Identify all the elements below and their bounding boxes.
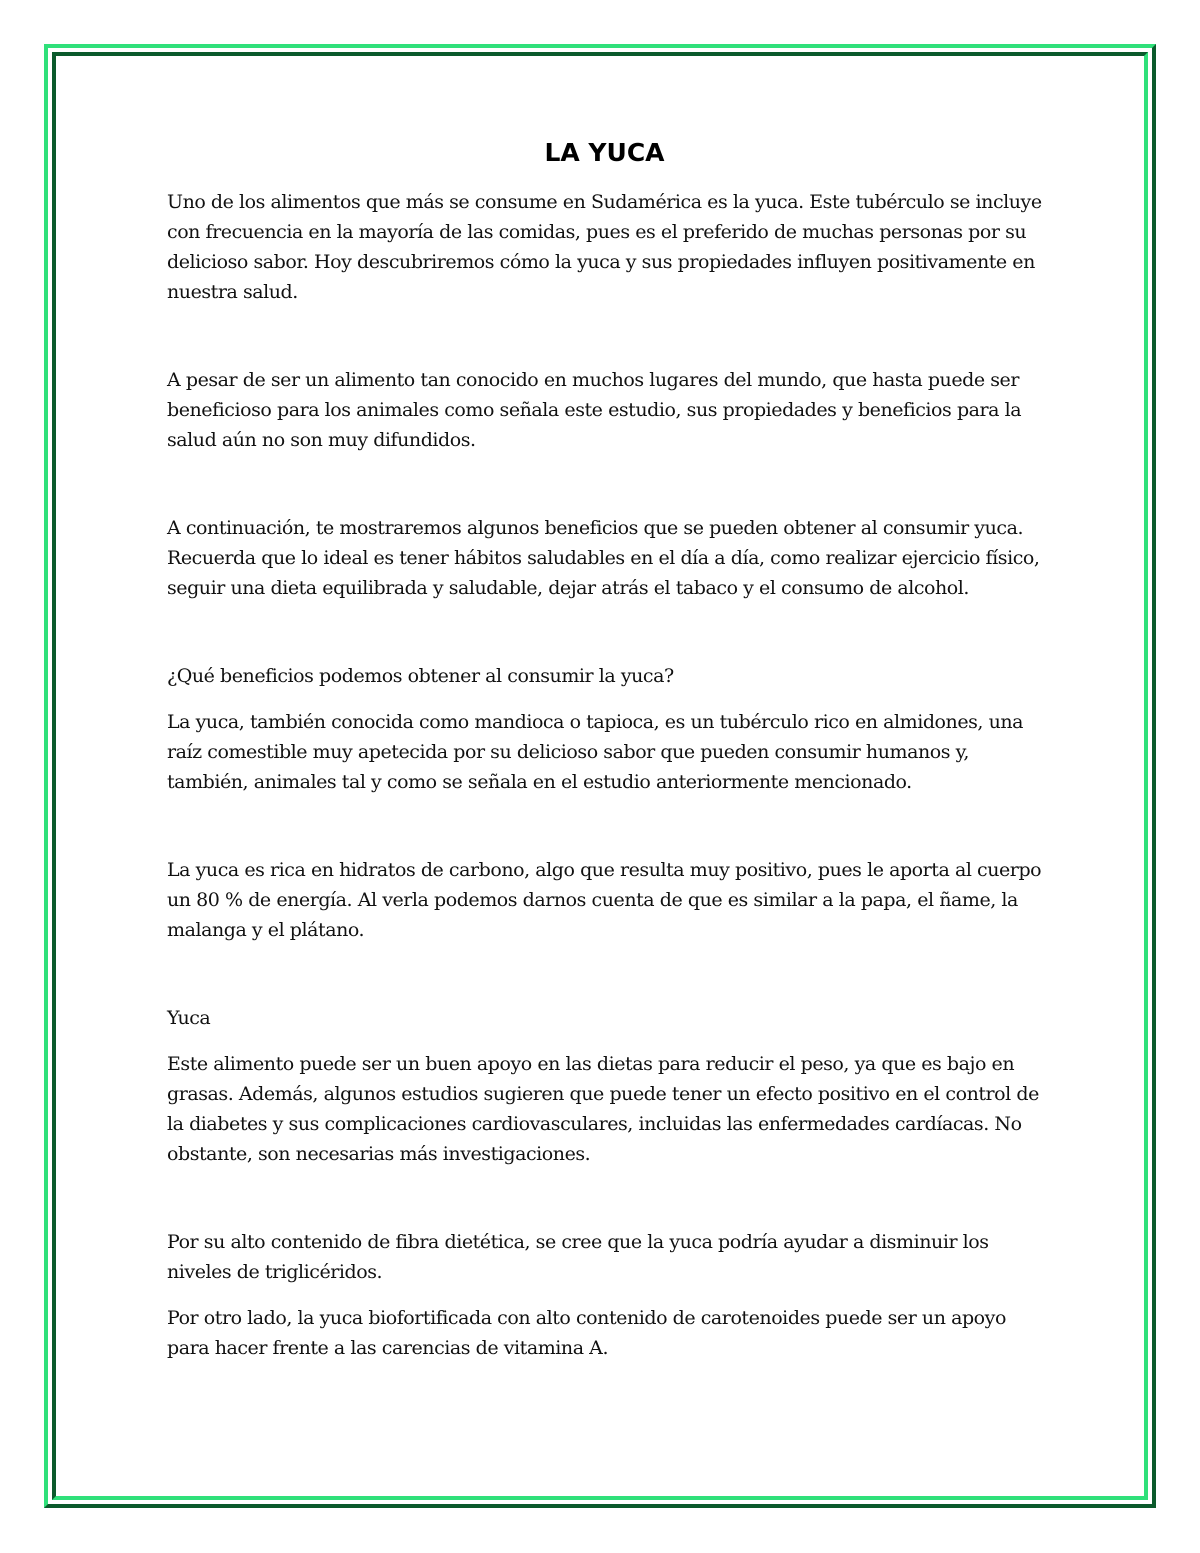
paragraph-continuation: A continuación, te mostraremos algunos beneficios que se pueden obtener al consumir yuca. Recuerda que lo ideal es tener hábitos saludables en el día a día, como realizar ejercicio físico, seguir una dieta equilibrada y saludable, dejar atrás el tabaco y el consumo de alcohol. <box>167 517 1040 599</box>
section-heading-benefits: ¿Qué beneficios podemos obtener al consumir la yuca? <box>167 665 674 687</box>
paragraph-diet: Este alimento puede ser un buen apoyo en las dietas para reducir el peso, ya que es bajo en grasas. Además, algunos estudios sugieren que puede tener un efecto positivo en el control de la diabetes y sus complicaciones cardiovasculares, incluidas las enfermedades cardíacas. No obstante, son necesarias más investigaciones. <box>167 1053 1039 1165</box>
paragraph-description: La yuca, también conocida como mandioca o tapioca, es un tubérculo rico en almidones, una raíz comestible muy apetecida por su delicioso sabor que pueden consumir humanos y, también, animales tal y como se señala en el estudio anteriormente mencionado. <box>167 711 1024 793</box>
paragraph-vitamin-a: Por otro lado, la yuca biofortificada con alto contenido de carotenoides puede ser un apoyo para hacer frente a las carencias de vitamina A. <box>167 1307 1006 1359</box>
document-title: LA YUCA <box>544 138 665 167</box>
paragraph-fiber: Por su alto contenido de fibra dietética, se cree que la yuca podría ayudar a disminuir los niveles de triglicéridos. <box>167 1231 989 1283</box>
paragraph-intro: Uno de los alimentos que más se consume en Sudamérica es la yuca. Este tubérculo se incluye con frecuencia en la mayoría de las comidas, pues es el preferido de muchas personas por su delicioso sabor. Hoy descubriremos cómo la yuca y sus propiedades influyen positivamente en nuestra salud. <box>167 191 1042 303</box>
paragraph-known: A pesar de ser un alimento tan conocido en muchos lugares del mundo, que hasta puede ser beneficioso para los animales como señala este estudio, sus propiedades y beneficios para la salud aún no son muy difundidos. <box>167 369 1022 451</box>
document-body <box>167 135 1042 1363</box>
section-heading-yuca: Yuca <box>167 1007 211 1029</box>
paragraph-carbohydrates: La yuca es rica en hidratos de carbono, algo que resulta muy positivo, pues le aporta al cuerpo un 80 % de energía. Al verla podemos darnos cuenta de que es similar a la papa, el ñame, la malanga y el plátano. <box>167 859 1042 941</box>
